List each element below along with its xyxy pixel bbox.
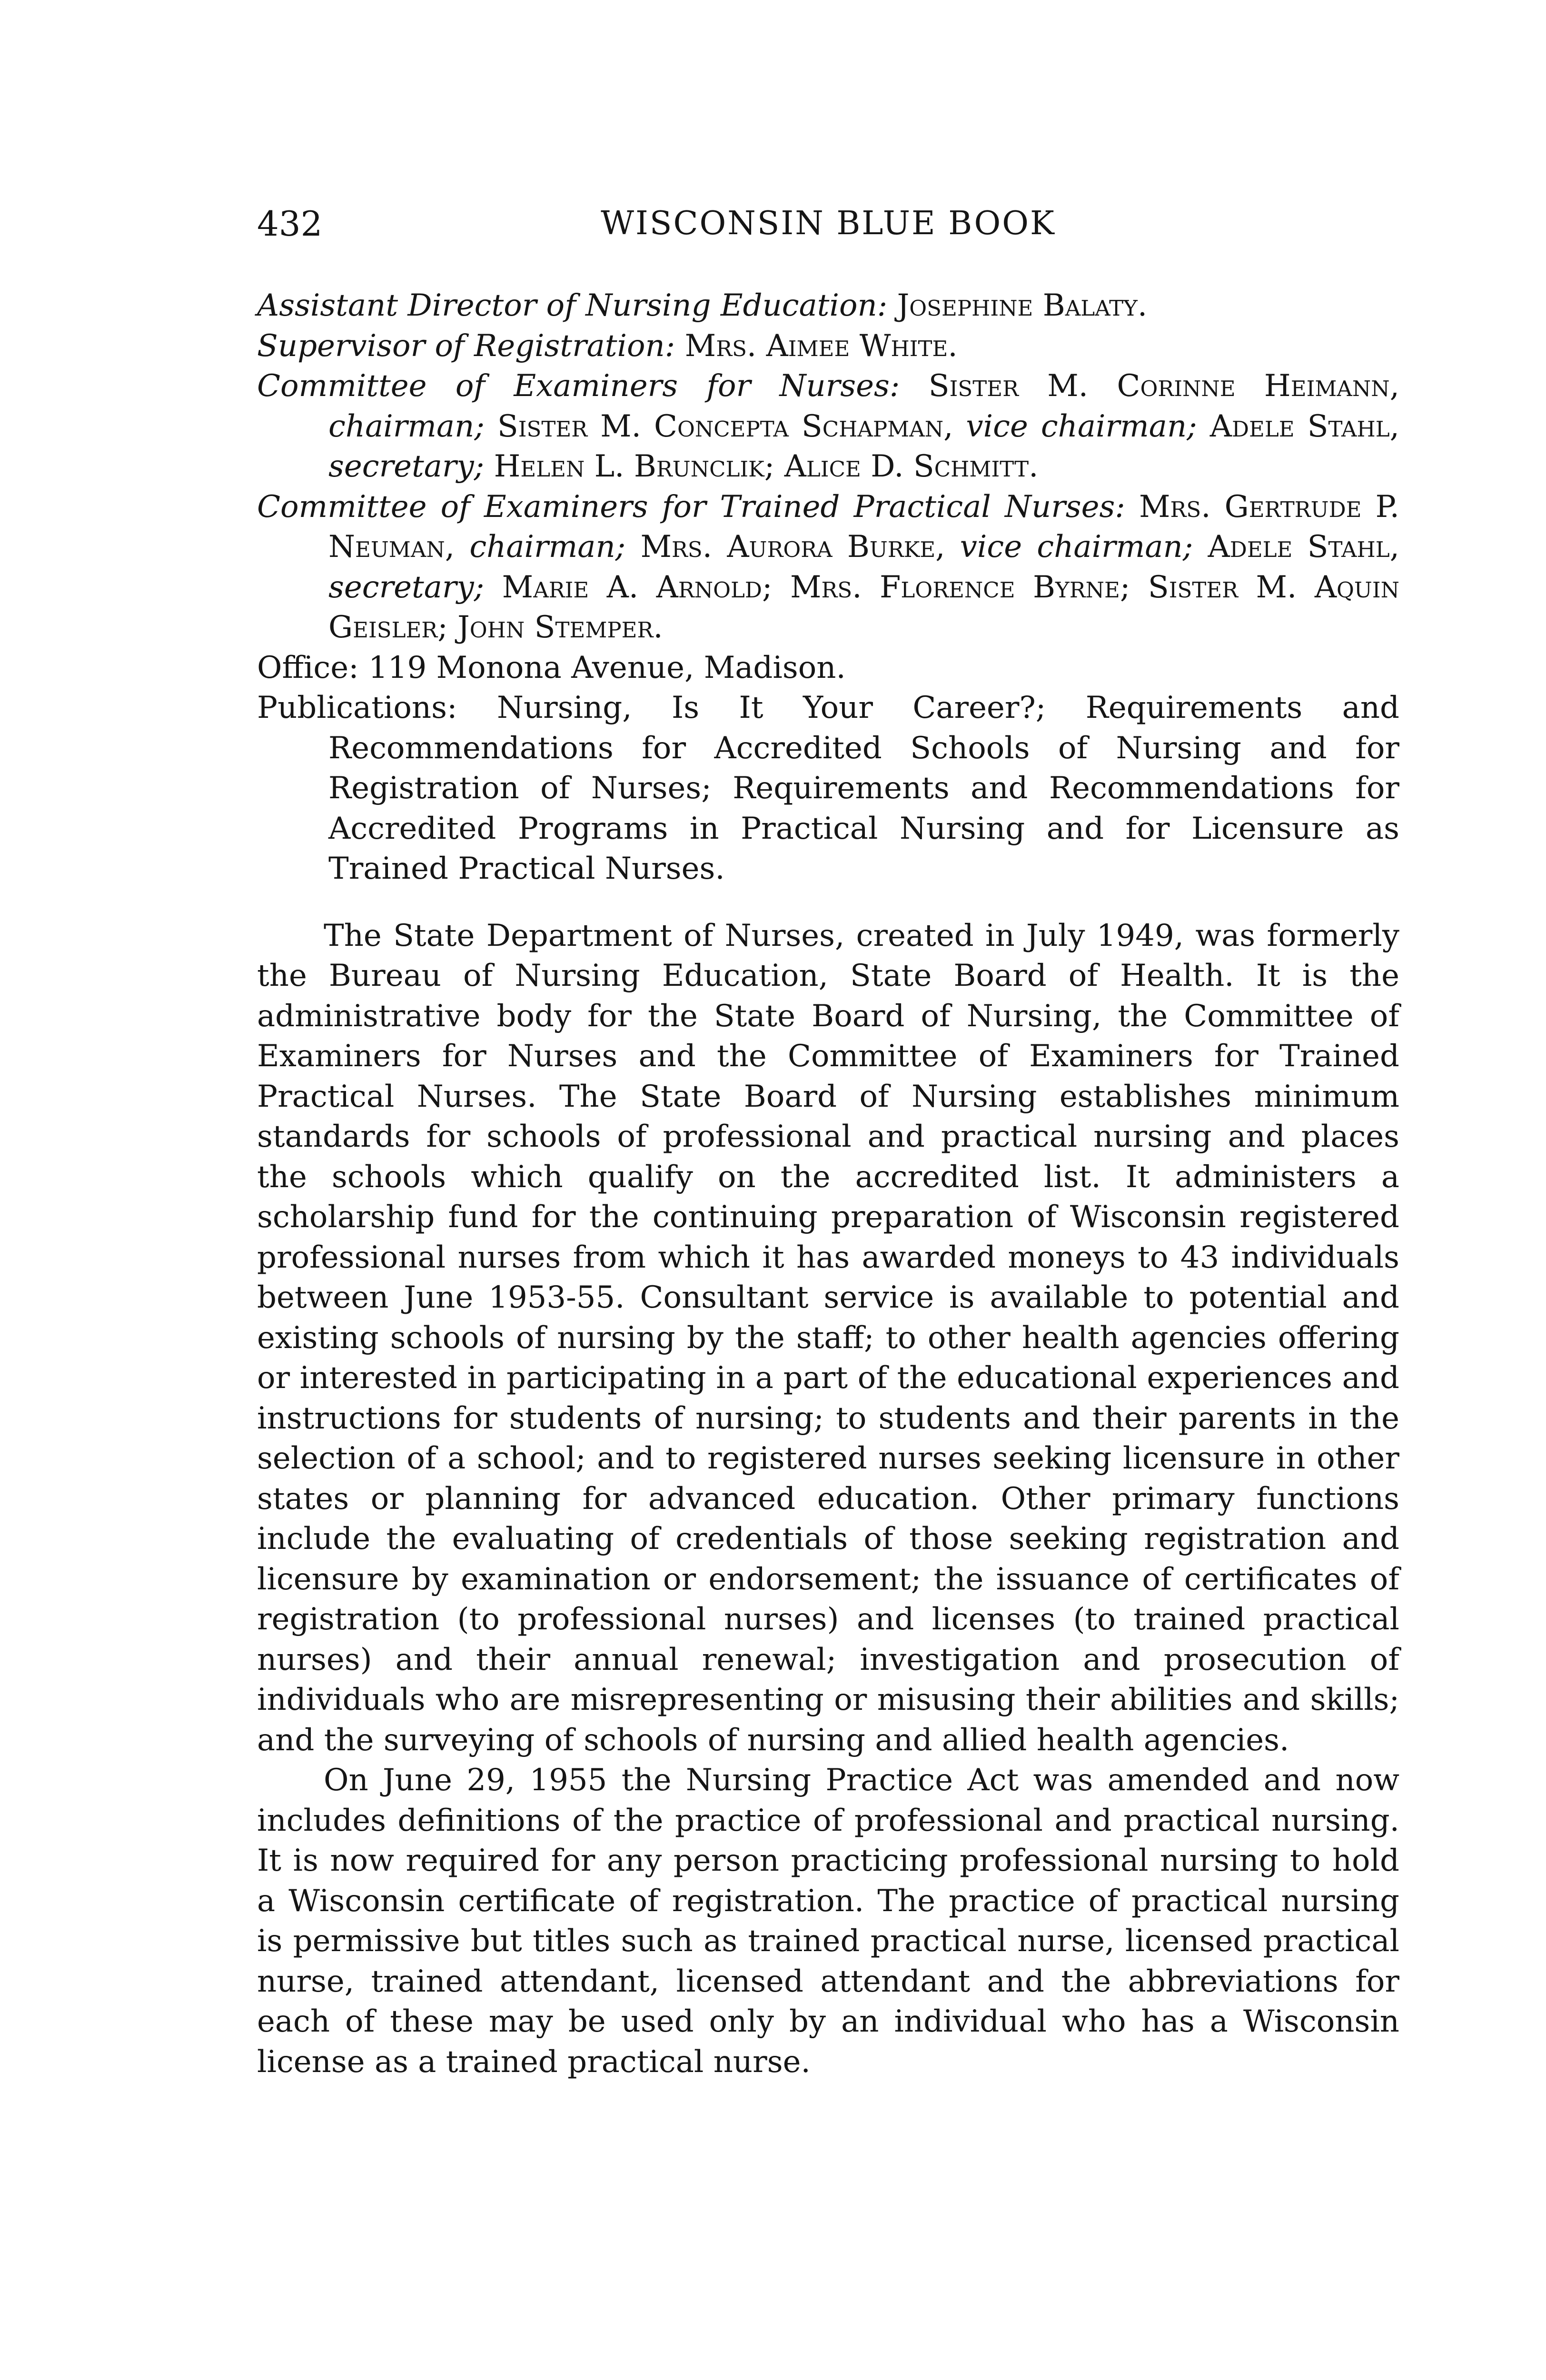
- entry-label: Committee of Examiners for Nurses:: [257, 368, 900, 404]
- member-role: vice chairman;: [966, 408, 1197, 444]
- member-name: Mrs. Gertrude P. Neuman,: [328, 489, 1400, 565]
- member-role: vice chairman;: [960, 529, 1193, 565]
- publications-list: Nursing, Is It Your Career?; Requirements and Recommendations for Accredited Schools of Nursing and for Registration of Nurses; Requirements and Recommendations for Accredited Programs in Practical Nursing and for Licensure as Trained Practical Nurses.: [328, 690, 1399, 886]
- entry-label: Office:: [257, 650, 359, 685]
- entry-office: [257, 648, 1399, 688]
- member-role: chairman;: [328, 408, 485, 444]
- paragraph-nursing-practice-act: On June 29, 1955 the Nursing Practice Act was amended and now includes definitions of the practice of professional and practical nursing. It is now required for any person practicing professional nursing to hold a Wisconsin certificate of registration. The practice of practical nursing is permissive but titles such as trained practical nurse, licensed practical nurse, trained attendant, licensed attendant and the abbreviations for each of these may be used only by an individual who has a Wisconsin license as a trained practical nurse.: [257, 1763, 1399, 2080]
- entry-label: Assistant Director of Nursing Education:: [257, 288, 888, 323]
- member-name: Adele Stahl,: [1209, 408, 1400, 444]
- running-title: WISCONSIN BLUE BOOK: [601, 205, 1056, 242]
- member-names: Helen L. Brunclik; Alice D. Schmitt.: [494, 449, 1039, 484]
- entry-label: Supervisor of Registration:: [257, 328, 675, 364]
- member-role: chairman;: [469, 529, 626, 565]
- member-name: Sister M. Corinne Heimann,: [928, 368, 1400, 404]
- entry-name: Josephine Balaty.: [897, 288, 1148, 323]
- paragraph-department-history: The State Department of Nurses, created in July 1949, was formerly the Bureau of Nursing Education, State Board of Health. It is the administrative body for the State Board of Nursing, the Committee of Examiners for Nurses and the Committee of Examiners for Trained Practical Nurses. The State Board of Nursing establishes minimum standards for schools of professional and practical nursing and places the schools which qualify on the accredited list. It administers a scholarship fund for the continuing preparation of Wisconsin registered professional nurses from which it has awarded moneys to 43 individuals between June 1953-55. Consultant service is available to potential and existing schools of nursing by the staff; to other health agencies offering or interested in participating in a part of the educational experiences and instructions for students of nursing; to students and their parents in the selection of a school; and to registered nurses seeking licensure in other states or planning for advanced education. Other primary functions include the evaluating of credentials of those seeking registration and licensure by examination or endorsement; the issuance of certificates of registration (to professional nurses) and licenses (to trained practical nurses) and their annual renewal; investigation and prosecution of individuals who are misrepresenting or misusing their abilities and skills; and the surveying of schools of nursing and allied health agencies.: [257, 918, 1399, 1758]
- entry-publications: [257, 688, 1399, 889]
- running-head: [257, 200, 1399, 252]
- entry-assistant-director: [257, 286, 1399, 326]
- member-name: Mrs. Aurora Burke,: [640, 529, 945, 565]
- page-number: 432: [257, 204, 323, 244]
- entry-supervisor-registration: [257, 326, 1399, 367]
- entry-label: Committee of Examiners for Trained Practical Nurses:: [257, 489, 1125, 525]
- entry-label: Publications:: [257, 690, 457, 725]
- office-address: 119 Monona Avenue, Madison.: [368, 650, 846, 685]
- text-column: [257, 286, 1399, 2082]
- member-names: Marie A. Arnold; Mrs. Florence Byrne; Sister M. Aquin Geisler; John Stemper.: [328, 569, 1400, 645]
- staff-listing: [257, 286, 1399, 889]
- entry-committee-examiners-practical: [257, 487, 1399, 648]
- member-role: secretary;: [328, 569, 485, 605]
- entry-name: Mrs. Aimee White.: [684, 328, 958, 364]
- entry-committee-examiners-nurses: [257, 366, 1399, 487]
- member-name: Sister M. Concepta Schapman,: [497, 408, 953, 444]
- member-name: Adele Stahl,: [1208, 529, 1400, 565]
- body-text: [257, 916, 1399, 2082]
- member-role: secretary;: [328, 449, 485, 484]
